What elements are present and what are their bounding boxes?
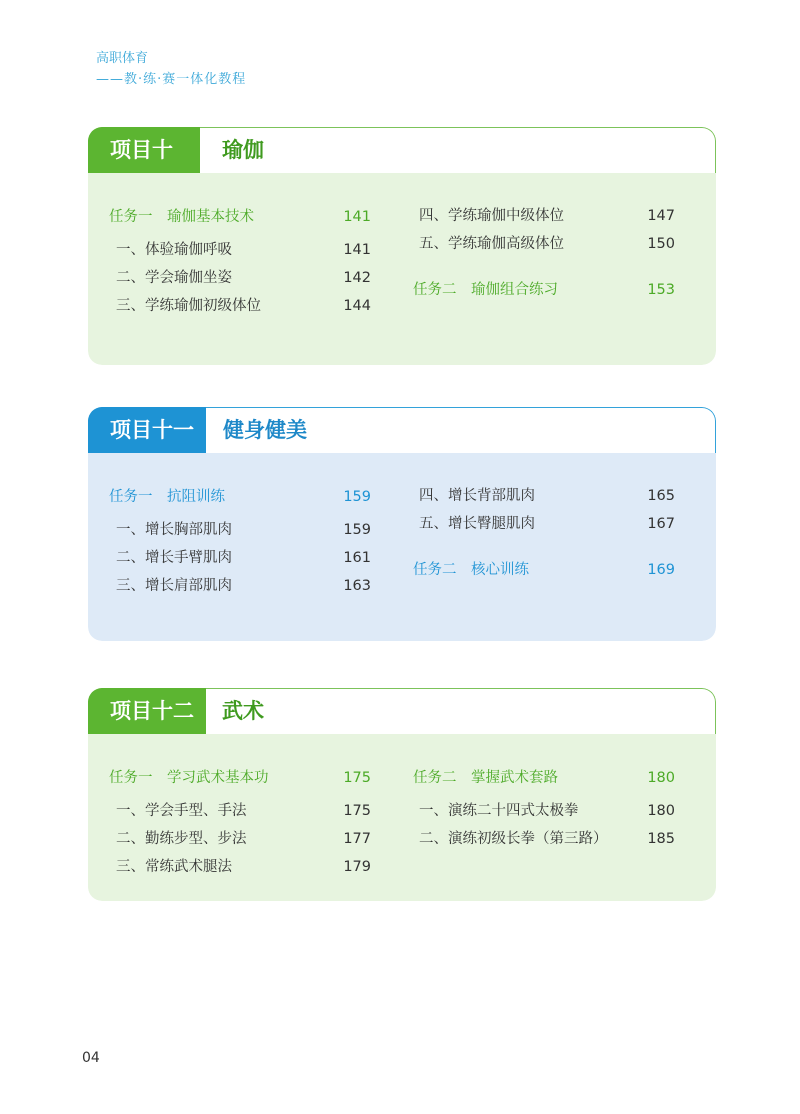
- toc-item[interactable]: [419, 514, 675, 534]
- toc-item[interactable]: [419, 829, 675, 849]
- toc-item-label: 三、学练瑜伽初级体位: [116, 298, 261, 314]
- toc-item-label: 三、常练武术腿法: [116, 859, 232, 875]
- toc-item[interactable]: [116, 268, 371, 288]
- project-fitness: [88, 407, 716, 641]
- toc-task-page: 153: [647, 282, 675, 298]
- toc-item-page: 167: [647, 516, 675, 532]
- toc-task-page: 159: [343, 489, 371, 505]
- toc-task-page: 169: [647, 562, 675, 578]
- toc-task-label: 任务二 瑜伽组合练习: [413, 282, 558, 298]
- toc-item-page: 159: [343, 522, 371, 538]
- toc-item-label: 三、增长肩部肌肉: [116, 578, 232, 594]
- toc-task[interactable]: [413, 280, 675, 300]
- toc-item[interactable]: [419, 486, 675, 506]
- toc-task[interactable]: [109, 768, 371, 788]
- toc-item-page: 147: [647, 208, 675, 224]
- toc-item-page: 141: [343, 242, 371, 258]
- toc-item-page: 185: [647, 831, 675, 847]
- toc-item-label: 二、增长手臂肌肉: [116, 550, 232, 566]
- toc-item-page: 165: [647, 488, 675, 504]
- toc-item-page: 142: [343, 270, 371, 286]
- project-title: 武术: [222, 699, 264, 723]
- toc-item[interactable]: [419, 206, 675, 226]
- toc-item[interactable]: [116, 829, 371, 849]
- toc-task-label: 任务一 学习武术基本功: [109, 770, 269, 786]
- toc-item-page: 177: [343, 831, 371, 847]
- toc-item-label: 二、勤练步型、步法: [116, 831, 247, 847]
- project-yoga: [88, 127, 716, 365]
- toc-item-label: 四、学练瑜伽中级体位: [419, 208, 564, 224]
- toc-item-label: 二、演练初级长拳（第三路）: [419, 831, 608, 847]
- toc-task-label: 任务二 掌握武术套路: [413, 770, 558, 786]
- project-title: 健身健美: [223, 418, 307, 442]
- toc-item[interactable]: [116, 576, 371, 596]
- toc-item[interactable]: [419, 801, 675, 821]
- toc-task[interactable]: [109, 487, 371, 507]
- toc-task-label: 任务一 抗阻训练: [109, 489, 225, 505]
- project-martial-arts: [88, 688, 716, 901]
- toc-item-page: 179: [343, 859, 371, 875]
- toc-item[interactable]: [116, 801, 371, 821]
- toc-item-page: 150: [647, 236, 675, 252]
- toc-item-label: 一、增长胸部肌肉: [116, 522, 232, 538]
- header-subtitle: ——教·练·赛一体化教程: [96, 72, 247, 87]
- toc-task-page: 141: [343, 209, 371, 225]
- project-title: 瑜伽: [222, 138, 264, 162]
- toc-item[interactable]: [116, 240, 371, 260]
- toc-item-label: 一、学会手型、手法: [116, 803, 247, 819]
- toc-task[interactable]: [413, 768, 675, 788]
- toc-item-page: 144: [343, 298, 371, 314]
- toc-item-page: 180: [647, 803, 675, 819]
- toc-task-label: 任务二 核心训练: [413, 562, 529, 578]
- project-tag: 项目十: [88, 127, 200, 173]
- toc-task-page: 175: [343, 770, 371, 786]
- toc-item-page: 161: [343, 550, 371, 566]
- project-tag: 项目十二: [88, 688, 206, 734]
- toc-item[interactable]: [116, 548, 371, 568]
- toc-task[interactable]: [109, 207, 371, 227]
- toc-task-page: 180: [647, 770, 675, 786]
- toc-task[interactable]: [413, 560, 675, 580]
- toc-item[interactable]: [116, 857, 371, 877]
- toc-item-page: 163: [343, 578, 371, 594]
- page-number: 04: [82, 1050, 100, 1066]
- project-tag: 项目十一: [88, 407, 206, 453]
- toc-item-label: 五、增长臀腿肌肉: [419, 516, 535, 532]
- header-title: 高职体育: [96, 51, 149, 66]
- toc-item-label: 二、学会瑜伽坐姿: [116, 270, 232, 286]
- toc-item-label: 一、演练二十四式太极拳: [419, 803, 579, 819]
- toc-item-label: 五、学练瑜伽高级体位: [419, 236, 564, 252]
- toc-item[interactable]: [419, 234, 675, 254]
- toc-item-page: 175: [343, 803, 371, 819]
- toc-item-label: 一、体验瑜伽呼吸: [116, 242, 232, 258]
- toc-item[interactable]: [116, 296, 371, 316]
- toc-item-label: 四、增长背部肌肉: [419, 488, 535, 504]
- toc-task-label: 任务一 瑜伽基本技术: [109, 209, 254, 225]
- toc-item[interactable]: [116, 520, 371, 540]
